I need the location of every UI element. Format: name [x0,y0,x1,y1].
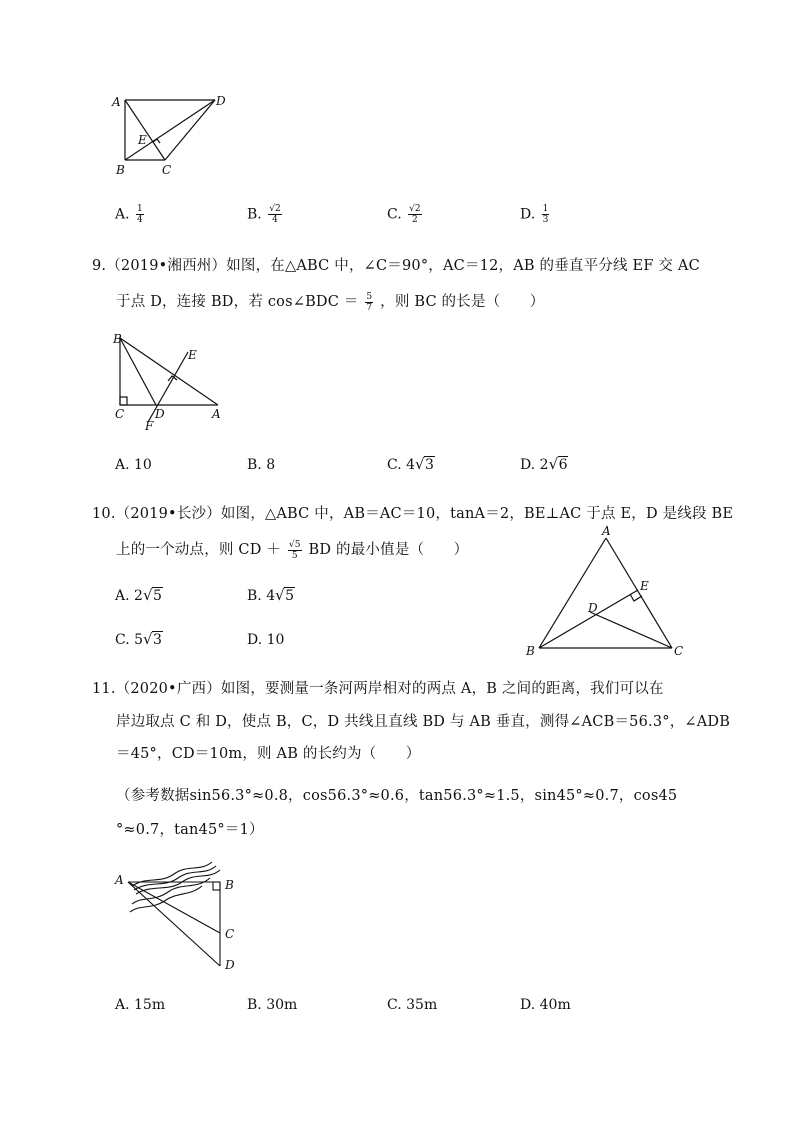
q8-figure [110,92,250,182]
q9-label-b: B [113,332,122,346]
q10-label-e: E [640,579,649,593]
q9-label-d: D [155,407,165,421]
q9-option-b[interactable]: B. 8 [247,457,276,473]
q11-label-a: A [115,873,124,887]
q10-stem-line2: 上的一个动点，则 CD ＋ $\frac{√5}{5}$ BD 的最小值是（ ） [116,539,469,561]
q11-figure [112,856,252,976]
sqrt: √ 3 [143,632,163,648]
q11-label-c: C [225,927,235,941]
q11-reference-line2: °≈0.7，tan45°＝1） [116,822,264,838]
q10-option-c[interactable]: C. 5√ 3 [115,632,163,648]
q8-label-a: A [112,95,121,109]
q11-stem-line3: ＝45°，CD＝10m，则 AB 的长约为（ ） [116,746,421,762]
q10-option-a[interactable]: A. 2√ 5 [115,588,163,604]
q11-stem-line1: 11.（2020•广西）如图，要测量一条河两岸相对的两点 A，B 之间的距离，我们可以在 [92,681,664,697]
option-letter: C. [387,206,402,223]
q8-label-b: B [116,163,125,177]
fraction: $\frac{1}{3}$ [542,204,549,225]
q11-option-a[interactable]: A. 15m [115,997,166,1013]
q8-option-d[interactable] [520,204,551,225]
q9-figure [110,330,240,435]
q9-label-f: F [145,419,154,433]
q11-label-d: D [225,958,235,972]
q9-label-e: E [188,348,197,362]
q9-stem-line1: 9.（2019•湘西州）如图，在△ABC 中，∠C＝90°，AC＝12，AB 的垂直平分线 EF 交 AC [92,258,700,274]
q11-option-d[interactable]: D. 40m [520,997,571,1013]
q10-option-d[interactable]: D. 10 [247,632,285,648]
q9-label-a: A [212,407,221,421]
q8-label-c: C [162,163,172,177]
fraction: $\frac{√5}{5}$ [288,539,301,561]
q10-option-b[interactable]: B. 4√ 5 [247,588,295,604]
q8-label-e: E [138,133,147,147]
option-letter: A. [115,206,130,223]
sqrt: √ 6 [549,457,569,473]
q9-stem-line2: 于点 D，连接 BD，若 cos∠BDC ＝ $\frac{5}{7}$ ，则 BC 的长是（ ） [116,291,545,313]
q11-option-b[interactable]: B. 30m [247,997,298,1013]
sqrt: √ 5 [143,588,163,604]
q10-label-a: A [602,524,611,538]
q10-label-c: C [674,644,684,658]
q8-option-c[interactable] [387,204,424,225]
sqrt: √ 3 [415,457,435,473]
fraction: $\frac{√2}{4}$ [269,204,281,225]
q10-figure [522,524,692,662]
q11-reference-line1: （参考数据sin56.3°≈0.8，cos56.3°≈0.6，tan56.3°≈1.5，sin45°≈0.7，cos45 [116,788,678,804]
q9-option-c[interactable]: C. 4√ 3 [387,457,435,473]
q11-option-c[interactable]: C. 35m [387,997,438,1013]
q9-option-a[interactable]: A. 10 [115,457,152,473]
q8-option-a[interactable] [115,204,146,225]
q11-stem-line2: 岸边取点 C 和 D，使点 B，C，D 共线且直线 BD 与 AB 垂直，测得∠ACB＝56.3°，∠ADB [116,714,731,730]
fraction: $\frac{√2}{2}$ [409,204,421,225]
sqrt: √ 5 [275,588,295,604]
q9-label-c: C [115,407,125,421]
q9-option-d[interactable]: D. 2√ 6 [520,457,568,473]
q10-stem-line1: 10.（2019•长沙）如图，△ABC 中，AB＝AC＝10，tanA＝2，BE⊥AC 于点 E，D 是线段 BE [92,506,734,522]
q10-label-b: B [526,644,535,658]
q8-label-d: D [216,94,226,108]
q8-option-b[interactable] [247,204,284,225]
option-letter: D. [520,206,536,223]
option-letter: B. [247,206,262,223]
q10-label-d: D [588,601,598,615]
fraction: $\frac{5}{7}$ [366,291,373,313]
fraction: $\frac{1}{4}$ [137,204,143,225]
q11-label-b: B [225,878,234,892]
